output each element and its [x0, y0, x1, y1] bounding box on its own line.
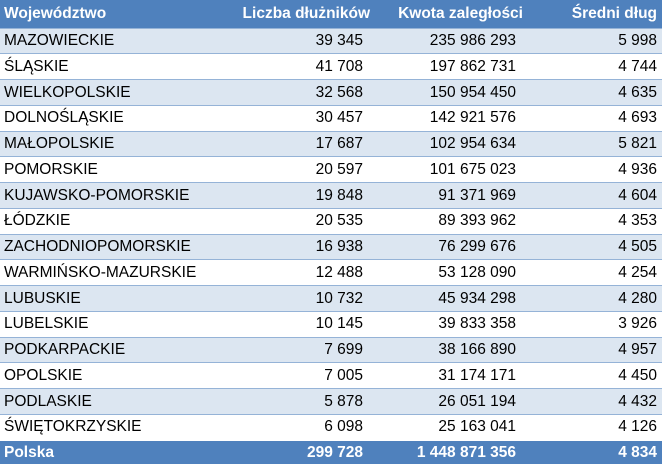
table-footer	[0, 440, 662, 464]
cell-average-debt: 4 450	[528, 363, 662, 389]
cell-amount: 235 986 293	[375, 28, 528, 54]
cell-amount: 91 371 969	[375, 183, 528, 209]
cell-debtors: 10 732	[227, 286, 375, 312]
cell-average-debt: 4 604	[528, 183, 662, 209]
cell-region: MAŁOPOLSKIE	[0, 131, 227, 157]
cell-average-debt: 4 957	[528, 337, 662, 363]
cell-average-debt: 4 505	[528, 234, 662, 260]
cell-debtors: 17 687	[227, 131, 375, 157]
header-region: Województwo	[4, 5, 107, 22]
cell-debtors: 32 568	[227, 80, 375, 106]
total-amount: 1 448 871 356	[375, 440, 528, 464]
cell-amount: 76 299 676	[375, 234, 528, 260]
cell-debtors: 20 597	[227, 157, 375, 183]
table-row	[0, 183, 662, 209]
cell-region: WARMIŃSKO-MAZURSKIE	[0, 260, 227, 286]
table-row	[0, 208, 662, 234]
table-row	[0, 414, 662, 440]
cell-debtors: 12 488	[227, 260, 375, 286]
table-row	[0, 131, 662, 157]
cell-amount: 101 675 023	[375, 157, 528, 183]
cell-region: KUJAWSKO-POMORSKIE	[0, 183, 227, 209]
total-row	[0, 440, 662, 464]
cell-debtors: 10 145	[227, 311, 375, 337]
cell-region: PODLASKIE	[0, 389, 227, 415]
cell-region: MAZOWIECKIE	[0, 28, 227, 54]
header-row	[0, 0, 662, 28]
cell-average-debt: 4 635	[528, 80, 662, 106]
cell-amount: 31 174 171	[375, 363, 528, 389]
total-debtors: 299 728	[227, 440, 375, 464]
cell-region: OPOLSKIE	[0, 363, 227, 389]
cell-average-debt: 5 998	[528, 28, 662, 54]
cell-amount: 25 163 041	[375, 414, 528, 440]
cell-amount: 26 051 194	[375, 389, 528, 415]
cell-average-debt: 4 936	[528, 157, 662, 183]
table-row	[0, 260, 662, 286]
cell-region: LUBUSKIE	[0, 286, 227, 312]
cell-average-debt: 3 926	[528, 311, 662, 337]
cell-region: ŚLĄSKIE	[0, 54, 227, 80]
cell-region: ZACHODNIOPOMORSKIE	[0, 234, 227, 260]
cell-amount: 89 393 962	[375, 208, 528, 234]
table-row	[0, 286, 662, 312]
header-amount: Kwota zaległości	[398, 5, 523, 22]
cell-average-debt: 4 432	[528, 389, 662, 415]
cell-debtors: 6 098	[227, 414, 375, 440]
cell-debtors: 20 535	[227, 208, 375, 234]
table-body	[0, 28, 662, 440]
cell-region: POMORSKIE	[0, 157, 227, 183]
header-average-debt: Średni dług	[571, 5, 657, 22]
cell-amount: 45 934 298	[375, 286, 528, 312]
total-region: Polska	[0, 440, 227, 464]
cell-region: ŚWIĘTOKRZYSKIE	[0, 414, 227, 440]
cell-debtors: 7 699	[227, 337, 375, 363]
cell-region: DOLNOŚLĄSKIE	[0, 105, 227, 131]
cell-region: ŁÓDZKIE	[0, 208, 227, 234]
cell-debtors: 30 457	[227, 105, 375, 131]
cell-debtors: 19 848	[227, 183, 375, 209]
cell-debtors: 5 878	[227, 389, 375, 415]
cell-average-debt: 4 280	[528, 286, 662, 312]
cell-average-debt: 4 353	[528, 208, 662, 234]
table-row	[0, 389, 662, 415]
cell-debtors: 16 938	[227, 234, 375, 260]
cell-region: WIELKOPOLSKIE	[0, 80, 227, 106]
table-row	[0, 80, 662, 106]
table-row	[0, 234, 662, 260]
cell-amount: 197 862 731	[375, 54, 528, 80]
cell-debtors: 41 708	[227, 54, 375, 80]
cell-amount: 53 128 090	[375, 260, 528, 286]
cell-average-debt: 5 821	[528, 131, 662, 157]
cell-region: LUBELSKIE	[0, 311, 227, 337]
table-row	[0, 363, 662, 389]
cell-average-debt: 4 693	[528, 105, 662, 131]
cell-amount: 38 166 890	[375, 337, 528, 363]
cell-debtors: 7 005	[227, 363, 375, 389]
table-row	[0, 311, 662, 337]
table-row	[0, 28, 662, 54]
cell-amount: 150 954 450	[375, 80, 528, 106]
total-average-debt: 4 834	[528, 440, 662, 464]
cell-average-debt: 4 126	[528, 414, 662, 440]
cell-region: PODKARPACKIE	[0, 337, 227, 363]
cell-debtors: 39 345	[227, 28, 375, 54]
table-row	[0, 54, 662, 80]
cell-amount: 142 921 576	[375, 105, 528, 131]
header-debtors: Liczba dłużników	[242, 5, 370, 22]
table-row	[0, 105, 662, 131]
table-row	[0, 157, 662, 183]
cell-amount: 102 954 634	[375, 131, 528, 157]
cell-average-debt: 4 254	[528, 260, 662, 286]
cell-average-debt: 4 744	[528, 54, 662, 80]
table-header	[0, 0, 662, 28]
cell-amount: 39 833 358	[375, 311, 528, 337]
table-row	[0, 337, 662, 363]
